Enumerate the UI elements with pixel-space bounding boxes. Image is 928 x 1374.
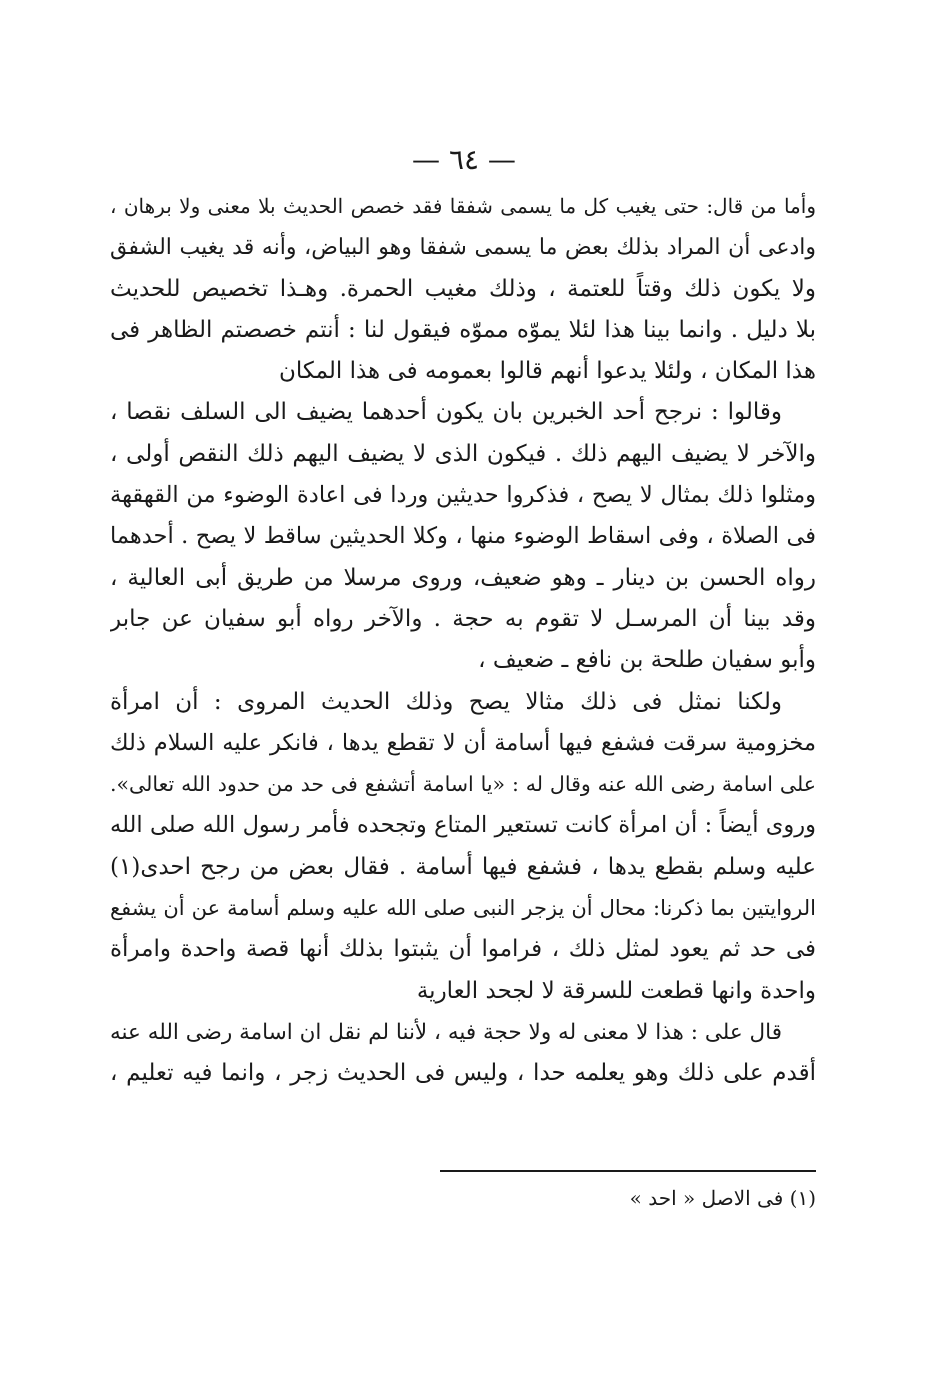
footnote: (١) فى الاصل « احد » <box>629 1186 816 1210</box>
text-line: وقد بينا أن المرسـل لا تقوم به حجة . والآخر رواه أبو سفيان عن جابر <box>110 605 816 632</box>
text-line: عليه وسلم بقطع يدها ، فشفع فيها أسامة . فقال بعض من رجح احدى(١) <box>110 853 816 880</box>
text-line: ولا يكون ذلك وقتاً للعتمة ، وذلك مغيب الحمرة. وهـذا تخصيص للحديث <box>110 275 816 302</box>
text-line: وأما من قال: حتى يغيب كل ما يسمى شفقا فقد خصص الحديث بلا معنى ولا برهان ، <box>110 194 816 218</box>
text-line: الروايتين بما ذكرنا: محال أن يزجر النبى صلى الله عليه وسلم أسامة عن أن يشفع <box>110 896 816 921</box>
text-line: فى الصلاة ، وفى اسقاط الوضوء منها ، وكلا الحديثين ساقط لا يصح . أحدهما <box>110 523 816 550</box>
text-line: مخزومية سرقت فشفع فيها أسامة أن لا تقطع يدها ، فانكر عليه السلام ذلك <box>110 729 816 756</box>
text-line: هذا المكان ، ولئلا يدعوا أنهم قالوا بعمومه فى هذا المكان <box>278 358 816 385</box>
text-line: وروى أيضاً : أن امرأة كانت تستعير المتاع وتجحده فأمر رسول الله صلى الله <box>110 812 816 839</box>
text-line: فى حد ثم يعود لمثل ذلك ، فراموا أن يثبتوا بذلك أنها قصة واحدة وامرأة <box>110 936 816 963</box>
text-line: وادعى أن المراد بذلك بعض ما يسمى شفقا وهو البياض، وأنه قد يغيب الشفق <box>110 235 816 261</box>
text-line: رواه الحسن بن دينار ـ وهو ضعيف، وروى مرسلا من طريق أبى العالية ، <box>110 564 816 591</box>
page-number: — ٦٤ — <box>412 143 516 176</box>
text-line: والآخر لا يضيف اليهم ذلك . فيكون الذى لا يضيف اليهم ذلك النقص أولى ، <box>110 440 816 467</box>
text-line: ولكنا نمثل فى ذلك مثالا يصح وذلك الحديث المروى : أن امرأة <box>110 688 782 715</box>
text-line: وقالوا : نرجح أحد الخبرين بان يكون أحدهما يضيف الى السلف نقصا ، <box>110 399 782 426</box>
text-line: أقدم على ذلك وهو يعلمه حدا ، وليس فى الحديث زجر ، وانما فيه تعليم ، <box>110 1060 816 1087</box>
text-line: ومثلوا ذلك بمثال لا يصح ، فذكروا حديثين وردا فى اعادة الوضوء من القهقهة <box>110 482 816 509</box>
text-line: وأبو سفيان طلحة بن نافع ـ ضعيف ، <box>478 647 816 674</box>
footnote-divider <box>440 1170 816 1172</box>
text-line: على اسامة رضى الله عنه وقال له : «يا اسامة أتشفع فى حد من حدود الله تعالى». <box>110 772 816 797</box>
text-line: واحدة وانها قطعت للسرقة لا لجحد العارية <box>416 977 816 1004</box>
text-line: بلا دليل . وانما بينا هذا لئلا يموّه مموّه فيقول لنا : أنتم خصصتم الظاهر فى <box>110 316 816 343</box>
body-text <box>110 186 816 1095</box>
text-line: قال على : هذا لا معنى له ولا حجة فيه ، لأننا لم نقل ان اسامة رضى الله عنه <box>110 1019 782 1045</box>
